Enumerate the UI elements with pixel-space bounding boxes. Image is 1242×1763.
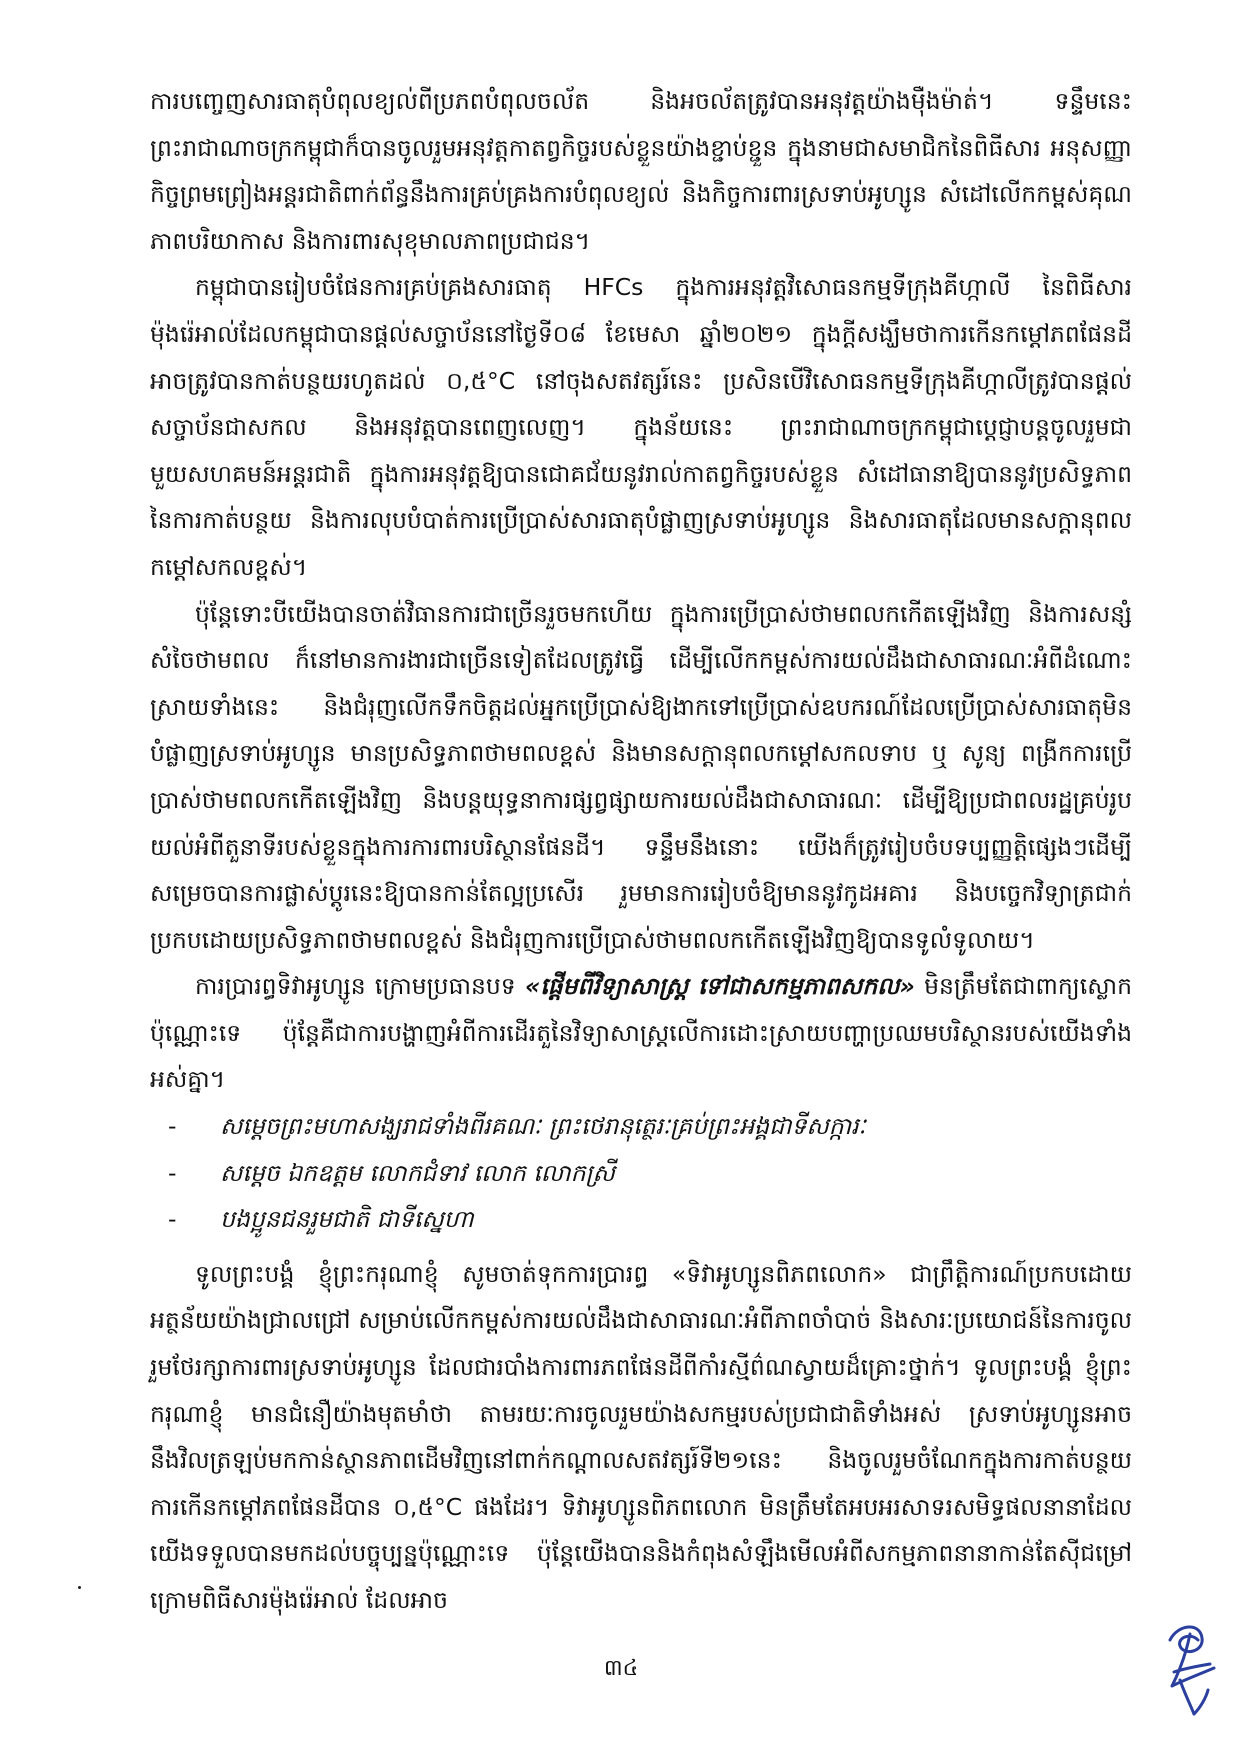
signature-initial	[1150, 1610, 1230, 1720]
paragraph-air-pollution: ការបញ្ចេញសារធាតុបំពុលខ្យល់ពីប្រភពបំពុលចល័ត និងអចល័តត្រូវបានអនុវត្តយ៉ាងម៉ឺងម៉ាត់។ ទន្ទឹមនេះ ព្រះរាជាណាចក្រកម្ពុជាក៏បានចូលរួមអនុវត្តកាតព្វកិច្ចរបស់ខ្លួនយ៉ាងខ្ជាប់ខ្ជួន ក្នុងនាមជាសមាជិកនៃពិធីសារ អនុសញ្ញា កិច្ចព្រមព្រៀងអន្តរជាតិពាក់ព័ន្ធនឹងការគ្រប់គ្រងការបំពុលខ្យល់ និងកិច្ចការពារស្រទាប់អូហ្សូន សំដៅលើកកម្ពស់គុណភាពបរិយាកាស និងការពារសុខុមាលភាពប្រជាជន។	[150, 87, 1132, 255]
salutation-text: សម្តេច ឯកឧត្តម លោកជំទាវ លោក លោកស្រី	[220, 1158, 615, 1187]
theme-title: «ផ្តើមពីវិទ្យាសាស្ត្រ ទៅជាសកម្មភាពសកល»	[524, 972, 915, 1001]
bullet-dash: -	[168, 1205, 177, 1234]
theme-text-after: មិនត្រឹមតែជាពាក្យស្លោកប៉ុណ្ណោះទេ ប៉ុន្តែគឺជាការបង្ហាញអំពីការដើរតួនៃវិទ្យាសាស្ត្រលើការដោះស្រាយបញ្ហាប្រឈមបរិស្ថានរបស់យើងទាំងអស់គ្នា។	[150, 972, 1133, 1094]
salutation-item	[168, 1196, 1132, 1243]
bullet-dash: -	[168, 1112, 177, 1141]
bullet-dash: -	[168, 1158, 177, 1187]
theme-text-before: ការប្រារព្ធទិវាអូហ្សូន ក្រោមប្រធានបទ	[195, 972, 525, 1001]
scan-dot-mark	[78, 1586, 81, 1589]
paragraph-renewable-energy: ប៉ុន្តែទោះបីយើងបានចាត់វិធានការជាច្រើនរួចមកហើយ ក្នុងការប្រើប្រាស់ថាមពលកកើតឡើងវិញ និងការសន្សំសំចៃថាមពល ក៏នៅមានការងារជាច្រើនទៀតដែលត្រូវធ្វើ ដើម្បីលើកកម្ពស់ការយល់ដឹងជាសាធារណៈអំពីដំណោះស្រាយទាំងនេះ និងជំរុញលើកទឹកចិត្តដល់អ្នកប្រើប្រាស់ឱ្យងាកទៅប្រើប្រាស់ឧបករណ៍ដែលប្រើប្រាស់សារធាតុមិនបំផ្លាញស្រទាប់អូហ្សូន មានប្រសិទ្ធភាពថាមពលខ្ពស់ និងមានសក្តានុពលកម្តៅសកលទាប ឬ សូន្យ ពង្រីកការប្រើប្រាស់ថាមពលកកើតឡើងវិញ និងបន្តយុទ្ធនាការផ្សព្វផ្សាយការយល់ដឹងជាសាធារណៈ ដើម្បីឱ្យប្រជាពលរដ្ឋគ្រប់រូបយល់អំពីតួនាទីរបស់ខ្លួនក្នុងការការពារបរិស្ថានផែនដី។ ទន្ទឹមនឹងនោះ យើងក៏ត្រូវរៀបចំបទប្បញ្ញត្តិផ្សេងៗដើម្បីសម្រេចបានការផ្លាស់ប្តូរនេះឱ្យបានកាន់តែល្អប្រសើរ រួមមានការរៀបចំឱ្យមាននូវកូដអគារ និងបច្ចេកវិទ្យាត្រជាក់ប្រកបដោយប្រសិទ្ធភាពថាមពលខ្ពស់ និងជំរុញការប្រើប្រាស់ថាមពលកកើតឡើងវិញឱ្យបានទូលំទូលាយ។	[150, 599, 1132, 954]
salutation-text: បងប្អូនជនរួមជាតិ ជាទីស្នេហា	[220, 1205, 474, 1234]
paragraph-world-ozone-day: ទូលព្រះបង្គំ ខ្ញុំព្រះករុណាខ្ញុំ សូមចាត់ទុកការប្រារព្ធ «ទិវាអូហ្សូនពិភពលោក» ជាព្រឹត្តិការណ៍ប្រកបដោយអត្ថន័យយ៉ាងជ្រាលជ្រៅ សម្រាប់លើកកម្ពស់ការយល់ដឹងជាសាធារណៈអំពីភាពចាំបាច់ និងសារៈប្រយោជន៍នៃការចូលរួមថែរក្សាការពារស្រទាប់អូហ្សូន ដែលជារបាំងការពារភពផែនដីពីកាំរស្មីព៌ណស្វាយដ៏គ្រោះថ្នាក់។ ទូលព្រះបង្គំ ខ្ញុំព្រះករុណាខ្ញុំ មានជំនឿយ៉ាងមុតមាំថា តាមរយៈការចូលរួមយ៉ាងសកម្មរបស់ប្រជាជាតិទាំងអស់ ស្រទាប់អូហ្សូនអាចនឹងវិលត្រឡប់មកកាន់ស្ថានភាពដើមវិញនៅពាក់កណ្តាលសតវត្សរ៍ទី២១នេះ និងចូលរួមចំណែកក្នុងការកាត់បន្ថយការកើនកម្តៅភពផែនដីបាន ០,៥°C ផងដែរ។ ទិវាអូហ្សូនពិភពលោក មិនត្រឹមតែអបអរសាទរសមិទ្ធផលនានាដែលយើងទទួលបានមកដល់បច្ចុប្បន្នប៉ុណ្ណោះទេ ប៉ុន្តែយើងបាននិងកំពុងសំឡឹងមើលអំពីសកម្មភាពនានាកាន់តែស៊ីជម្រៅក្រោមពិធីសារម៉ុងរ៉េអាល់ ដែលអាច	[150, 1259, 1132, 1614]
spacer	[150, 1243, 1132, 1251]
salutation-item	[168, 1150, 1132, 1197]
paragraph-hfcs-kigali: កម្ពុជាបានរៀបចំផែនការគ្រប់គ្រងសារធាតុ HFCs ក្នុងការអនុវត្តវិសោធនកម្មទីក្រុងគីហ្កាលី នៃពិធីសារម៉ុងរ៉េអាល់ដែលកម្ពុជាបានផ្តល់សច្ចាប័ននៅថ្ងៃទី០៨ ខែមេសា ឆ្នាំ២០២១ ក្នុងក្តីសង្ឃឹមថាការកើនកម្តៅភពផែនដីអាចត្រូវបានកាត់បន្ថយរហូតដល់ ០,៥°C នៅចុងសតវត្សរ៍នេះ ប្រសិនបើវិសោធនកម្មទីក្រុងគីហ្កាលីត្រូវបានផ្តល់សច្ចាប័នជាសកល និងអនុវត្តបានពេញលេញ។ ក្នុងន័យនេះ ព្រះរាជាណាចក្រកម្ពុជាប្តេជ្ញាបន្តចូលរួមជាមួយសហគមន៍អន្តរជាតិ ក្នុងការអនុវត្តឱ្យបានជោគជ័យនូវរាល់កាតព្វកិច្ចរបស់ខ្លួន សំដៅធានាឱ្យបាននូវប្រសិទ្ធភាពនៃការកាត់បន្ថយ និងការលុបបំបាត់ការប្រើប្រាស់សារធាតុបំផ្លាញស្រទាប់អូហ្សូន និងសារធាតុដែលមានសក្តានុពលកម្តៅសកលខ្ពស់។	[150, 273, 1132, 581]
salutation-list	[150, 1103, 1132, 1243]
salutation-item	[168, 1103, 1132, 1150]
paragraph-ozone-day-theme	[150, 963, 1132, 1103]
page-number: ៣៤	[603, 1656, 639, 1681]
salutation-text: សម្តេចព្រះមហាសង្ឃរាជទាំងពីរគណៈ ព្រះថេរានុត្ថេរៈគ្រប់ព្រះអង្គជាទីសក្ការៈ	[220, 1112, 866, 1141]
document-body	[150, 78, 1132, 1624]
